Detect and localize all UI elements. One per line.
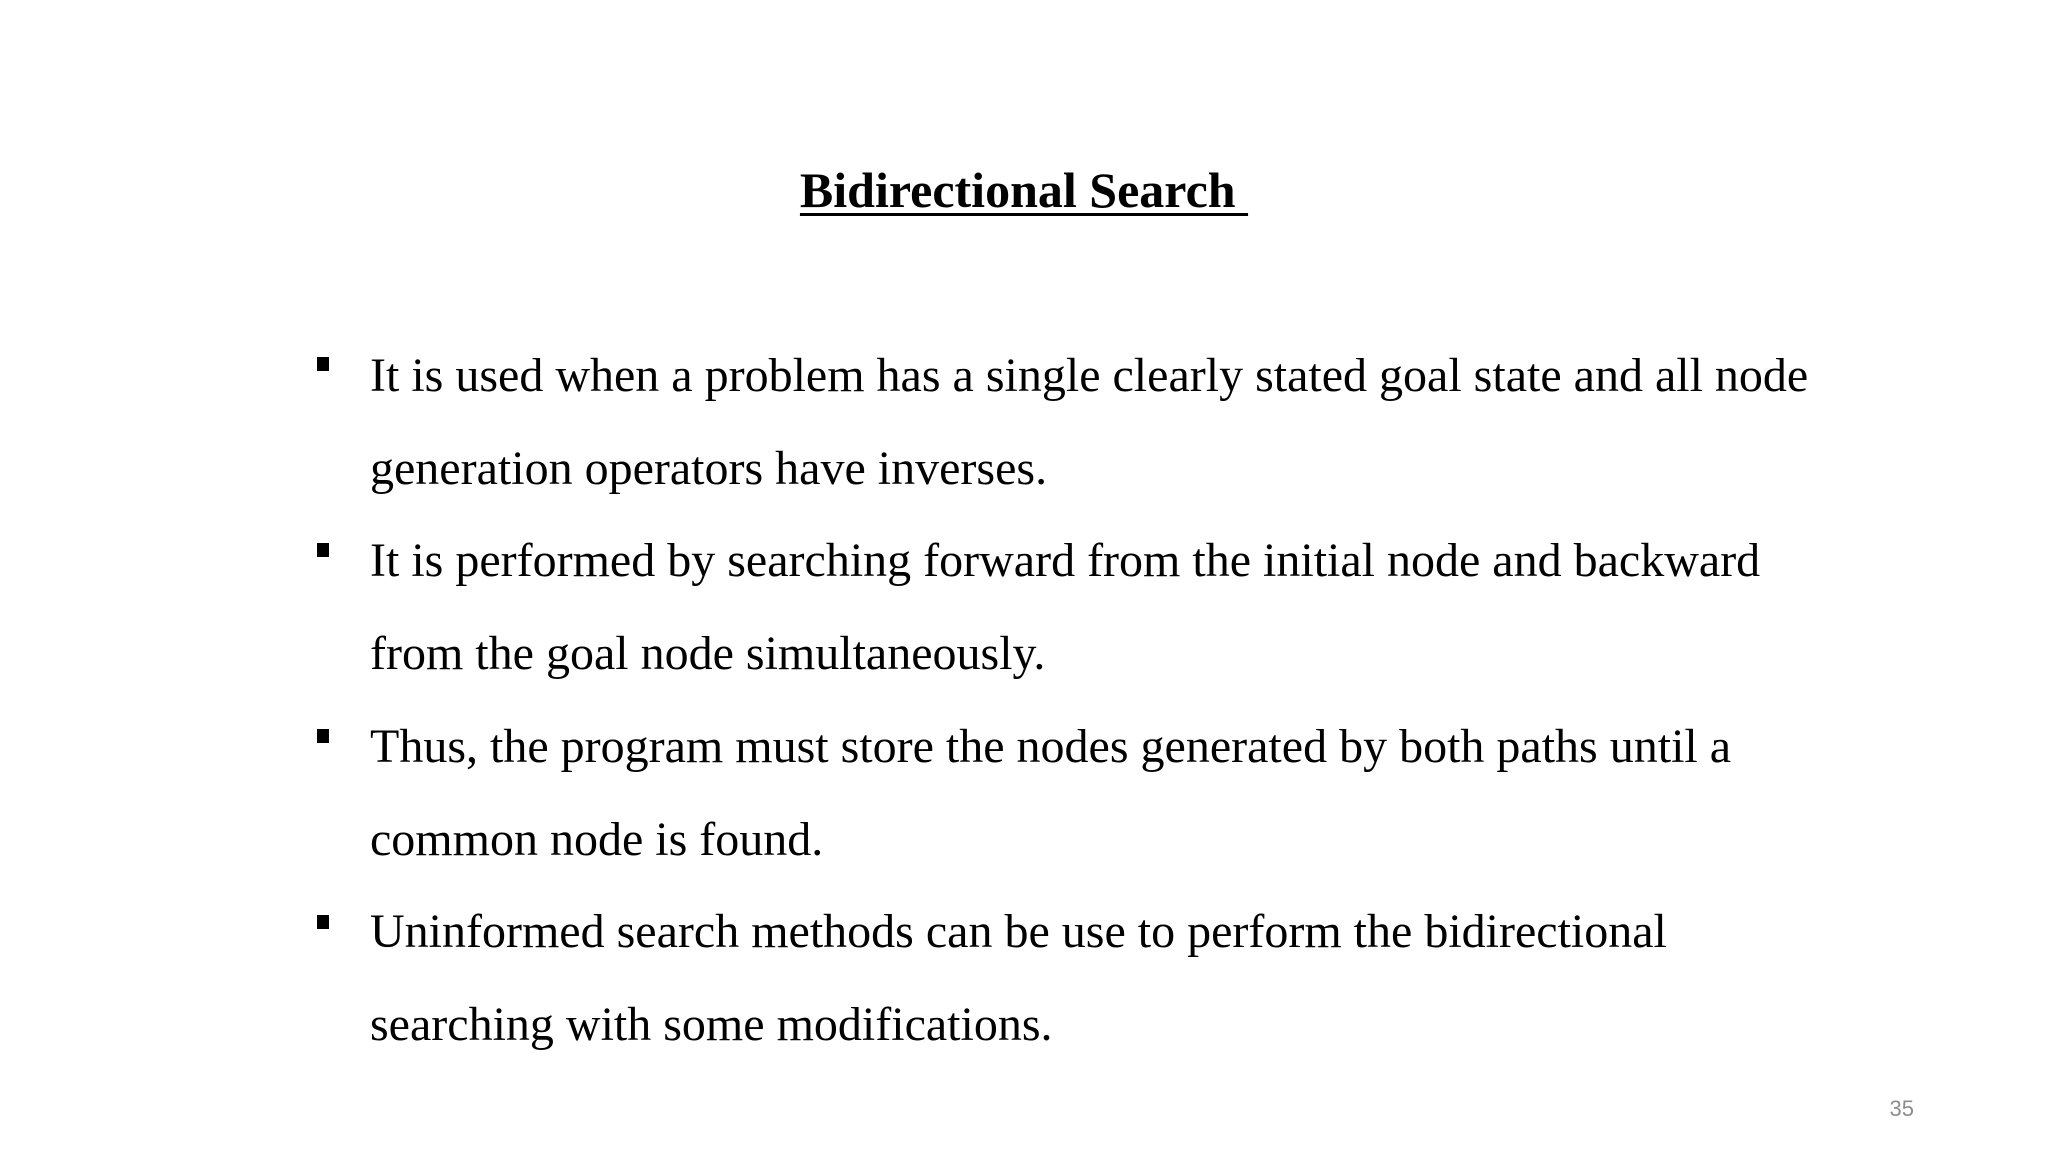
- square-bullet-icon: [317, 543, 329, 557]
- square-bullet-icon: [317, 357, 329, 371]
- page-number: 35: [1889, 1096, 1914, 1121]
- square-bullet-icon: [317, 729, 329, 743]
- slide-title: Bidirectional Search: [799, 162, 1249, 218]
- bullet-text: Uninformed search methods can be use to perform the bidirectional searching with some modifications.: [370, 905, 1667, 1051]
- bullet-text: It is used when a problem has a single clearly stated goal state and all node generation operators have inverses.: [370, 349, 1809, 495]
- bullet-text: Thus, the program must store the nodes generated by both paths until a common node is found.: [370, 720, 1732, 866]
- bullet-text: It is performed by searching forward from the initial node and backward from the goal node simultaneously.: [370, 534, 1761, 680]
- square-bullet-icon: [317, 915, 329, 929]
